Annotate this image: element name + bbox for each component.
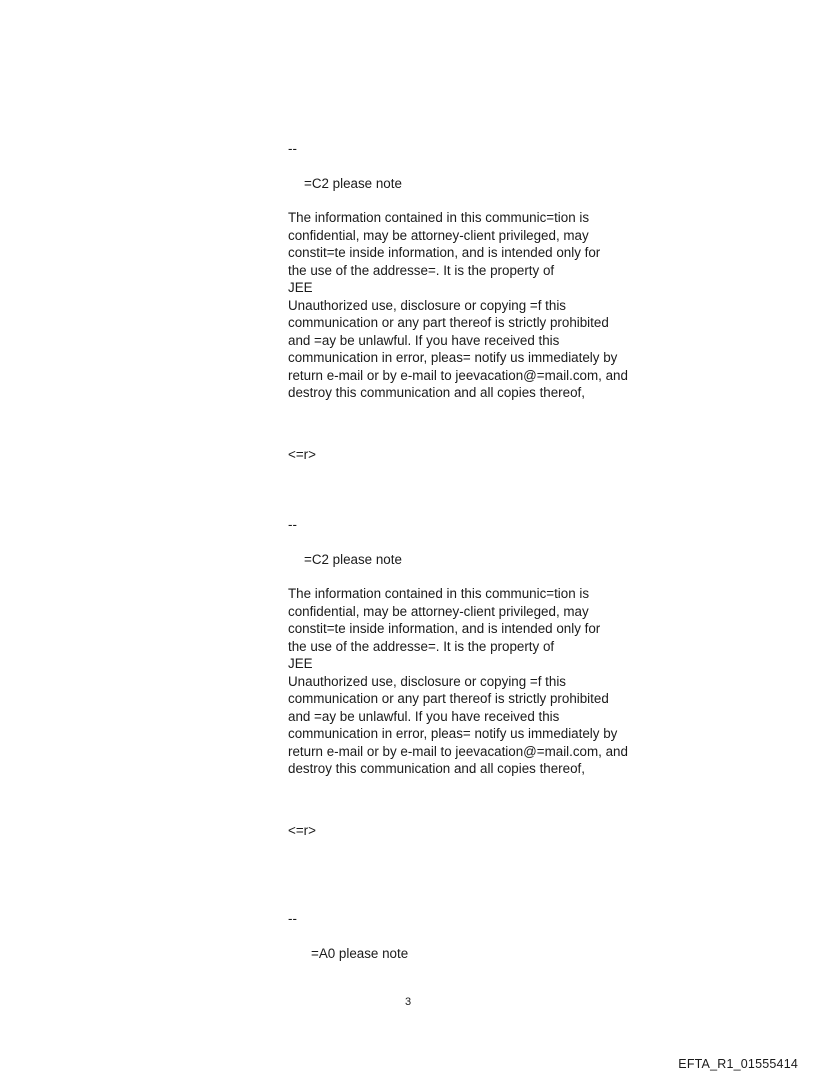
- disclaimer-line: communication in error, pleas= notify us immediately by: [288, 350, 618, 365]
- bates-number: EFTA_R1_01555414: [678, 1057, 798, 1071]
- disclaimer-line: the use of the addresse=. It is the property of: [288, 638, 555, 654]
- disclaimer-line: destroy this communication and all copies thereof,: [288, 385, 585, 400]
- page-number: 3: [404, 996, 412, 1008]
- disclaimer-line: communication in error, pleas= notify us immediately by: [288, 726, 618, 741]
- disclaimer-line: The information contained in this communic=tion is: [288, 210, 590, 225]
- disclaimer-line: confidential, may be attorney-client privileged, may: [288, 603, 589, 619]
- disclaimer-line: the use of the addresse=. It is the property of: [288, 262, 555, 278]
- disclaimer-line: Unauthorized use, disclosure or copying =f this: [288, 673, 567, 689]
- tag-line: <=r>: [288, 823, 316, 838]
- tag-line: <=r>: [288, 447, 316, 462]
- disclaimer-line: JEE: [288, 656, 313, 671]
- note-heading: =A0 please note: [311, 946, 409, 961]
- disclaimer-line: Unauthorized use, disclosure or copying =f this: [288, 297, 567, 313]
- disclaimer-paragraph: [288, 585, 628, 778]
- disclaimer-line: constit=te inside information, and is intended only for: [288, 245, 601, 260]
- disclaimer-line: confidential, may be attorney-client privileged, may: [288, 227, 589, 243]
- disclaimer-line: The information contained in this communic=tion is: [288, 586, 590, 601]
- disclaimer-line: return e-mail or by e-mail to jeevacation@=mail.com, and: [288, 743, 628, 759]
- disclaimer-line: communication or any part thereof is strictly prohibited: [288, 691, 609, 706]
- separator: --: [288, 141, 297, 156]
- note-heading: =C2 please note: [304, 176, 402, 191]
- disclaimer-line: communication or any part thereof is strictly prohibited: [288, 315, 609, 330]
- disclaimer-line: return e-mail or by e-mail to jeevacation@=mail.com, and: [288, 367, 628, 383]
- disclaimer-line: destroy this communication and all copies thereof,: [288, 761, 585, 776]
- separator: --: [288, 911, 297, 926]
- note-heading: =C2 please note: [304, 552, 402, 567]
- disclaimer-line: and =ay be unlawful. If you have received this: [288, 332, 560, 348]
- disclaimer-line: constit=te inside information, and is intended only for: [288, 621, 601, 636]
- separator: --: [288, 517, 297, 532]
- disclaimer-line: JEE: [288, 280, 313, 295]
- disclaimer-line: and =ay be unlawful. If you have received this: [288, 708, 560, 724]
- disclaimer-paragraph: [288, 209, 628, 402]
